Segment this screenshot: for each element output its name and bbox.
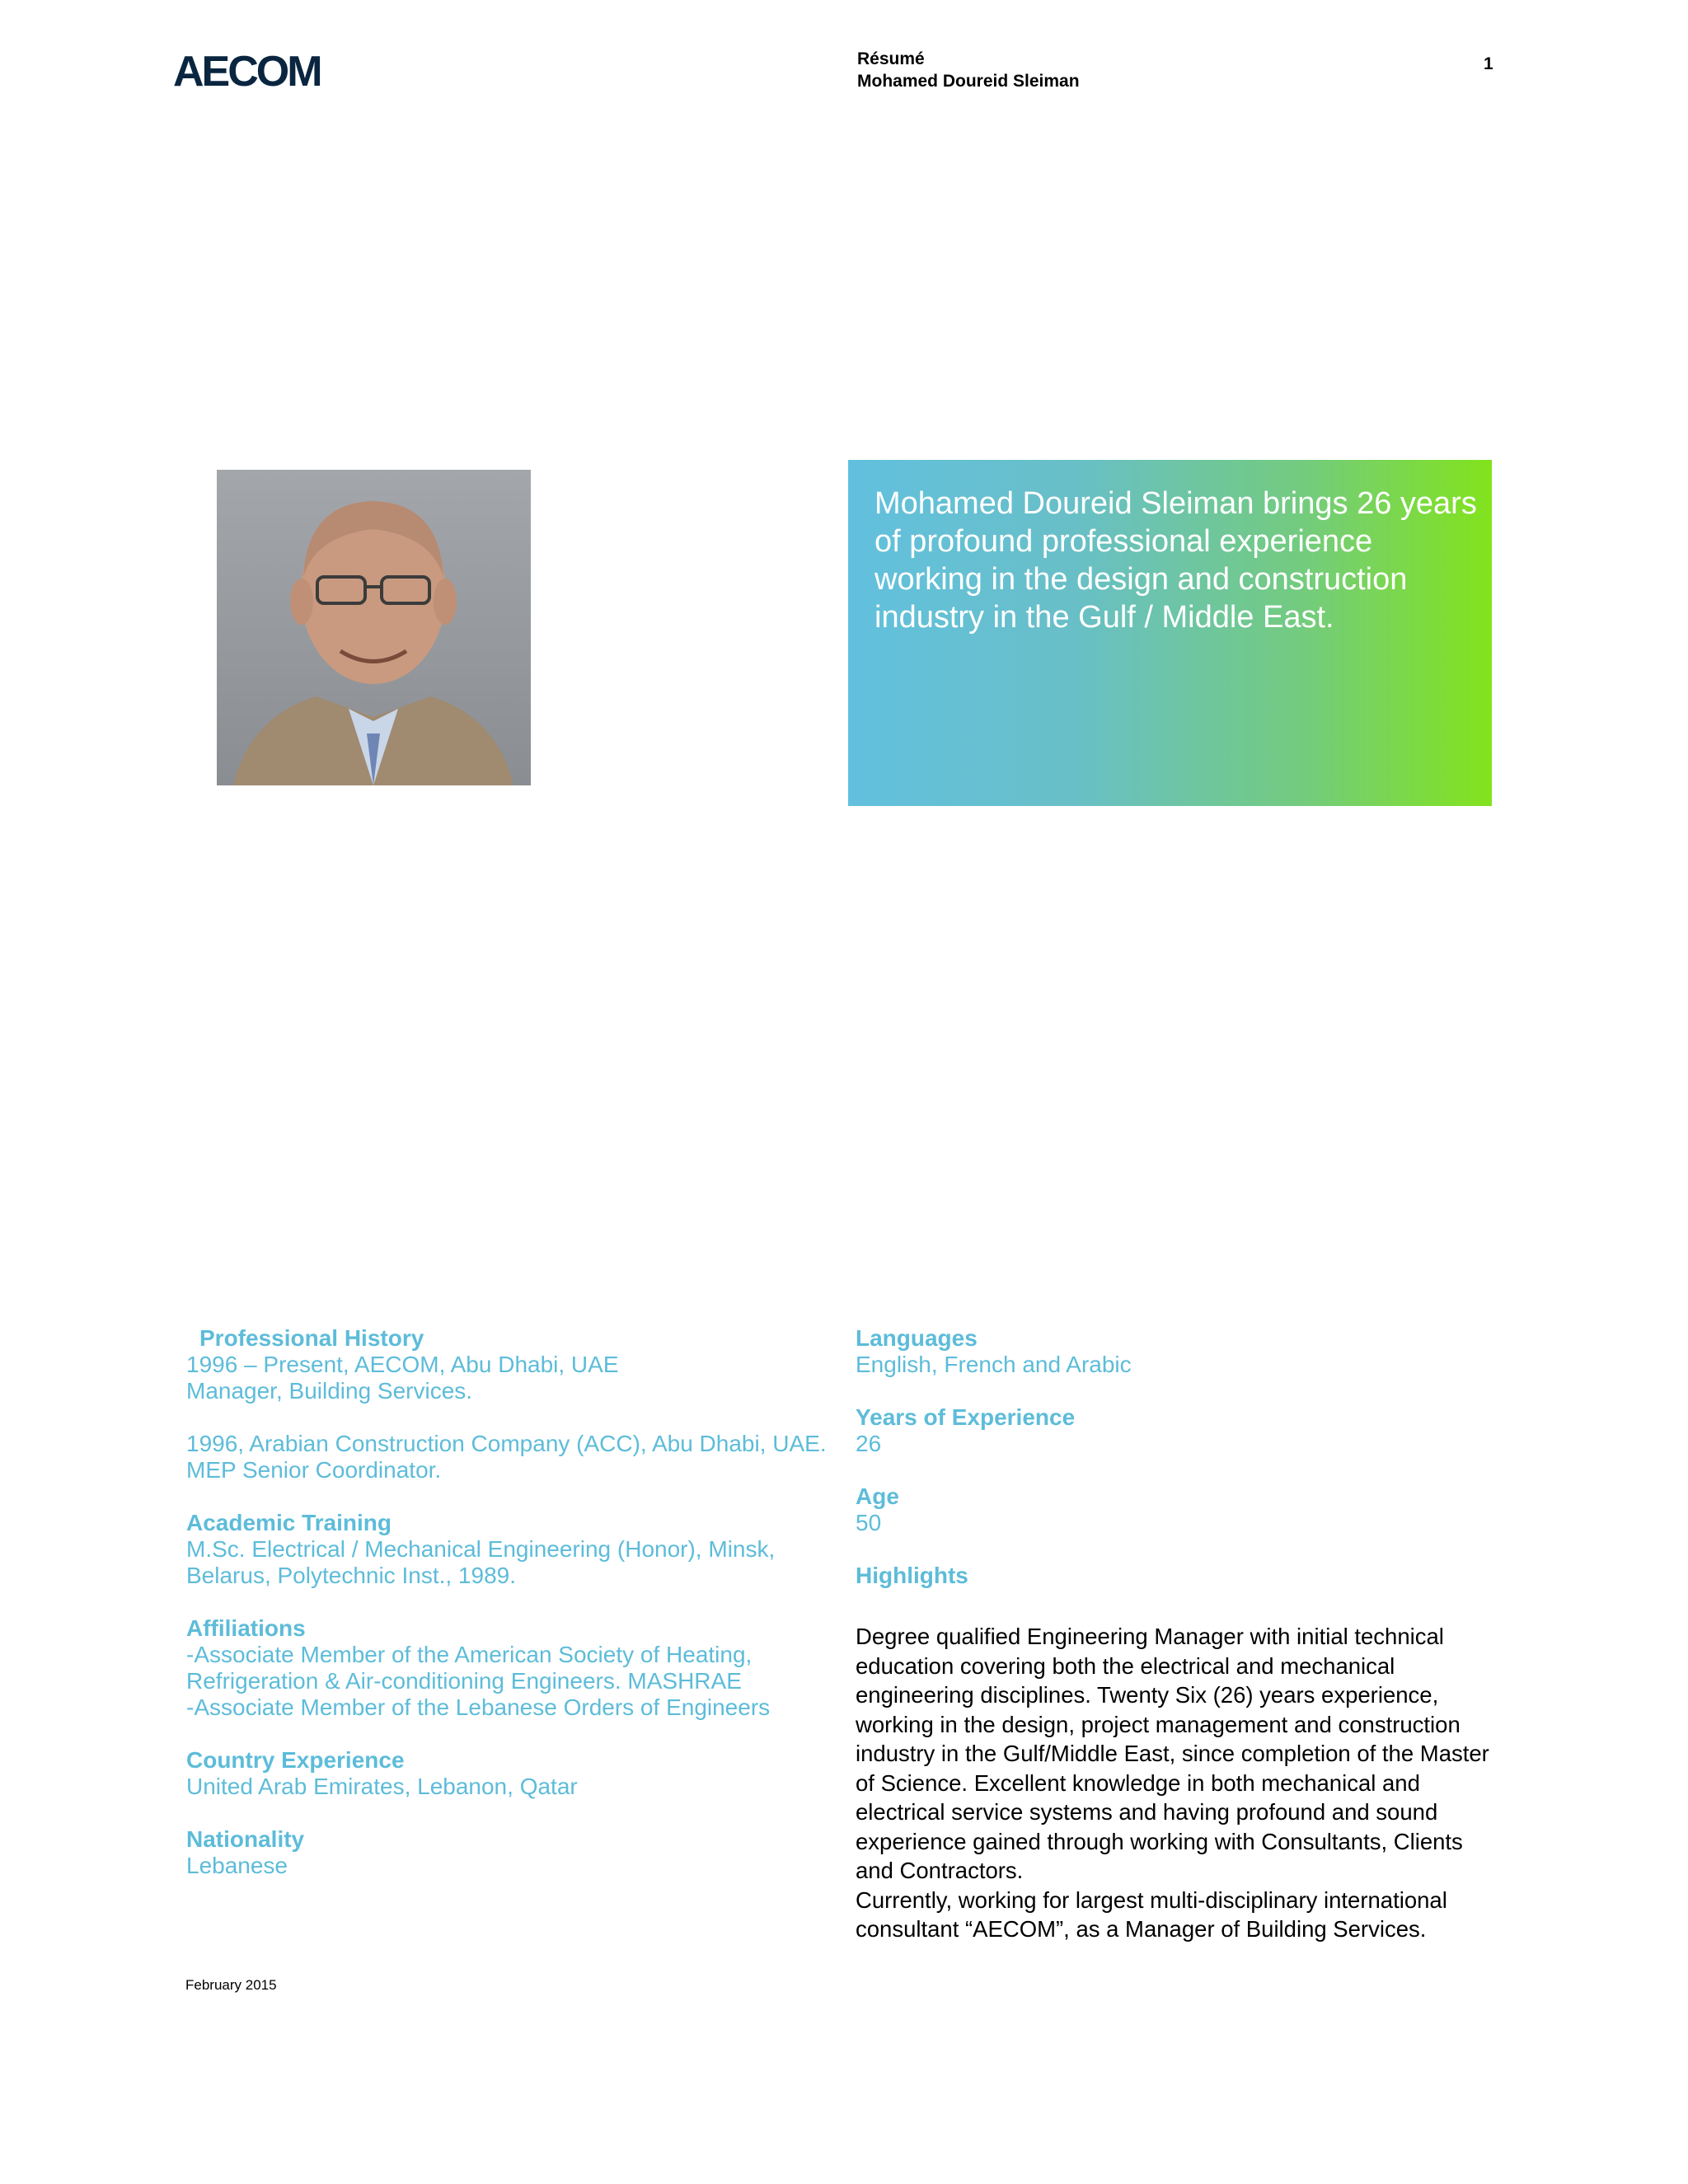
affiliation-line: -Associate Member of the American Society of Heating, — [186, 1642, 753, 1667]
aecom-logo-text: AECOM — [173, 48, 321, 94]
academic-line: M.Sc. Electrical / Mechanical Engineering (Honor), Minsk, — [186, 1536, 776, 1562]
academic-line: Belarus, Polytechnic Inst., 1989. — [186, 1563, 516, 1588]
years-experience-value: 26 — [856, 1431, 882, 1456]
highlights-line: education covering both the electrical and mechanical — [856, 1652, 1395, 1679]
resume-label: Résumé — [857, 49, 925, 68]
nationality-value: Lebanese — [186, 1853, 288, 1878]
highlights-line: engineering disciplines. Twenty Six (26) years experience, — [856, 1682, 1439, 1708]
academic-training-heading: Academic Training — [186, 1510, 392, 1535]
highlights-line: Currently, working for largest multi-disciplinary international — [856, 1886, 1447, 1913]
highlights-line: experience gained through working with Consultants, Clients — [856, 1828, 1463, 1854]
highlights-heading: Highlights — [856, 1563, 968, 1588]
country-experience-heading: Country Experience — [186, 1747, 405, 1773]
page-number: 1 — [1484, 54, 1493, 73]
languages-heading: Languages — [856, 1325, 978, 1351]
affiliation-line: -Associate Member of the Lebanese Orders of Engineers — [186, 1694, 771, 1720]
age-value: 50 — [856, 1510, 882, 1535]
highlights-line: working in the design, project management and construction — [856, 1711, 1461, 1737]
history-line: Manager, Building Services. — [186, 1378, 473, 1404]
history-line: 1996 – Present, AECOM, Abu Dhabi, UAE — [186, 1352, 619, 1377]
aecom-logo — [173, 48, 338, 94]
profile-photo — [217, 470, 531, 785]
highlights-line: industry in the Gulf/Middle East, since completion of the Master — [856, 1741, 1489, 1766]
highlights-line: consultant “AECOM”, as a Manager of Building Services. — [856, 1916, 1427, 1942]
header-name: Mohamed Doureid Sleiman — [857, 72, 1080, 91]
highlights-line: of Science. Excellent knowledge in both mechanical and — [856, 1769, 1420, 1796]
highlights-line: and Contractors. — [856, 1858, 1024, 1883]
nationality-heading: Nationality — [186, 1826, 305, 1852]
affiliations-heading: Affiliations — [186, 1615, 306, 1641]
age-heading: Age — [856, 1483, 899, 1509]
history-line: 1996, Arabian Construction Company (ACC), Abu Dhabi, UAE. — [186, 1431, 827, 1456]
footer-date: February 2015 — [185, 1977, 277, 1993]
header-title-block — [857, 48, 1080, 92]
highlights-paragraph — [856, 1622, 1489, 1944]
history-line: MEP Senior Coordinator. — [186, 1457, 442, 1483]
affiliation-line: Refrigeration & Air-conditioning Engineers. MASHRAE — [186, 1668, 742, 1694]
highlights-line: electrical service systems and having profound and sound — [856, 1799, 1438, 1825]
years-experience-heading: Years of Experience — [856, 1404, 1076, 1430]
highlights-line: Degree qualified Engineering Manager with initial technical — [856, 1624, 1444, 1649]
languages-value: English, French and Arabic — [856, 1352, 1132, 1377]
professional-history-heading: Professional History — [199, 1325, 424, 1351]
country-experience-value: United Arab Emirates, Lebanon, Qatar — [186, 1774, 578, 1799]
summary-callout: Mohamed Doureid Sleiman brings 26 years of profound professional experience working in the design and construction industry in the Gulf / Middle East. — [848, 460, 1492, 806]
